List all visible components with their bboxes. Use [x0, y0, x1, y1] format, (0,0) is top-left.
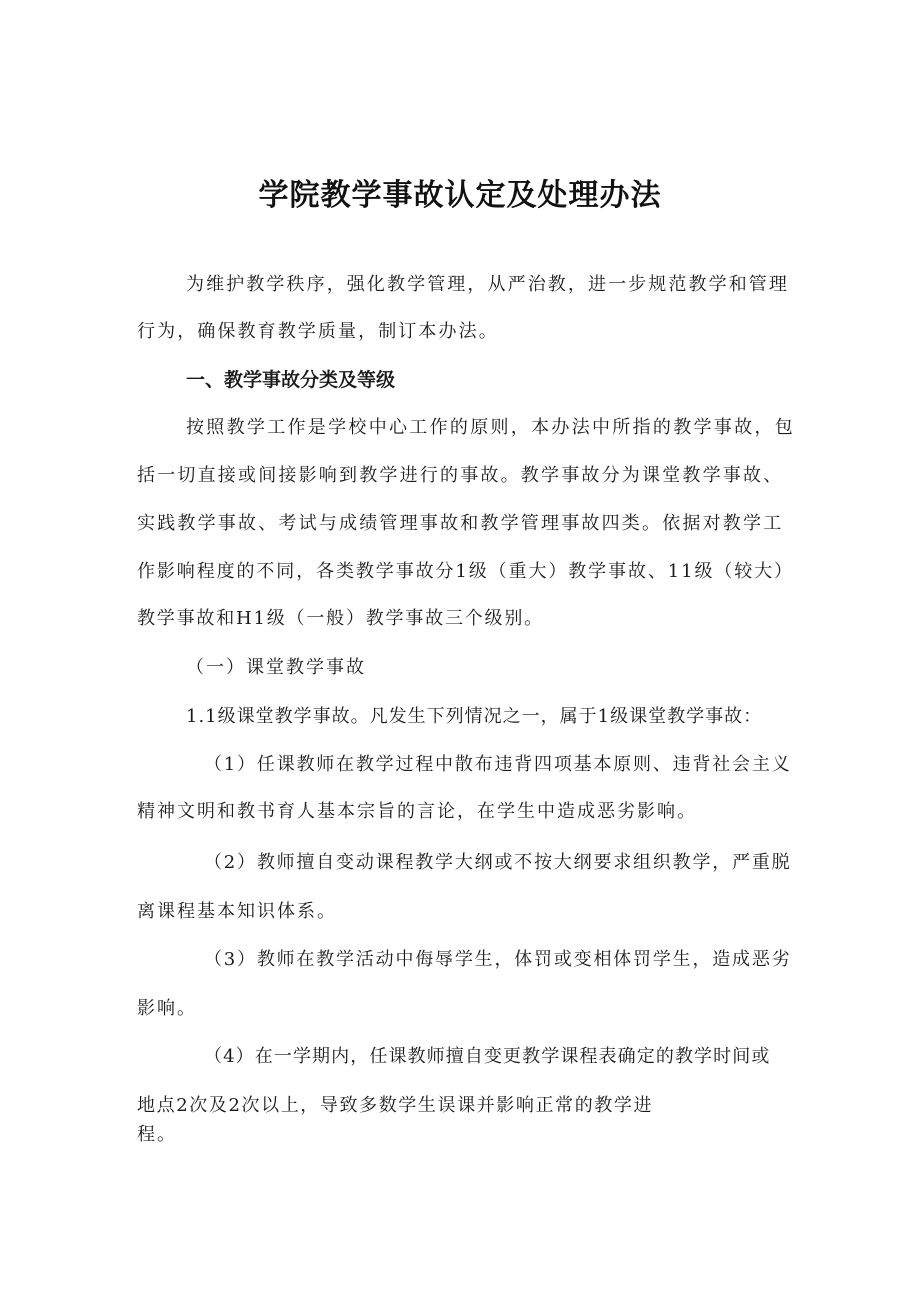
paragraph-line: 作影响程度的不同，各类教学事故分1级（重大）教学事故、11级（较大） [137, 561, 794, 582]
clause-line: 程。 [137, 1124, 177, 1145]
clause-line: 影响。 [137, 998, 197, 1019]
clause-line: 地点2次及2次以上，导致多数学生误课并影响正常的教学进 [137, 1095, 654, 1116]
paragraph-line: 按照教学工作是学校中心工作的原则，本办法中所指的教学事故，包 [186, 417, 795, 438]
clause-line: 精神文明和教书育人基本宗旨的言论，在学生中造成恶劣影响。 [137, 801, 697, 822]
paragraph-line: 实践教学事故、考试与成绩管理事故和教学管理事故四类。依据对教学工 [137, 513, 784, 534]
intro-line: 行为，确保教育教学质量，制订本办法。 [137, 321, 499, 342]
clause-line: （3）教师在教学活动中侮辱学生，体罚或变相体罚学生，造成恶劣 [204, 949, 792, 970]
clause-line: （4）在一学期内，任课教师擅自变更教学课程表确定的教学时间或 [204, 1046, 771, 1067]
subsection-heading: （一）课堂教学事故 [186, 657, 366, 678]
section-heading: 一、教学事故分类及等级 [186, 369, 396, 391]
document-title: 学院教学事故认定及处理办法 [258, 178, 662, 213]
clause-line: 离课程基本知识体系。 [137, 901, 337, 922]
intro-line: 为维护教学秩序，强化教学管理，从严治教，进一步规范教学和管理 [186, 274, 789, 295]
item-heading: 1.1级课堂教学事故。凡发生下列情况之一，属于1级课堂教学事故： [186, 706, 763, 727]
paragraph-line: 教学事故和H1级（一般）教学事故三个级别。 [137, 608, 544, 629]
paragraph-line: 括一切直接或间接影响到教学进行的事故。教学事故分为课堂教学事故、 [137, 465, 784, 486]
clause-line: （1）任课教师在教学过程中散布违背四项基本原则、违背社会主义 [204, 754, 792, 775]
clause-line: （2）教师擅自变动课程教学大纲或不按大纲要求组织教学，严重脱 [204, 852, 792, 873]
